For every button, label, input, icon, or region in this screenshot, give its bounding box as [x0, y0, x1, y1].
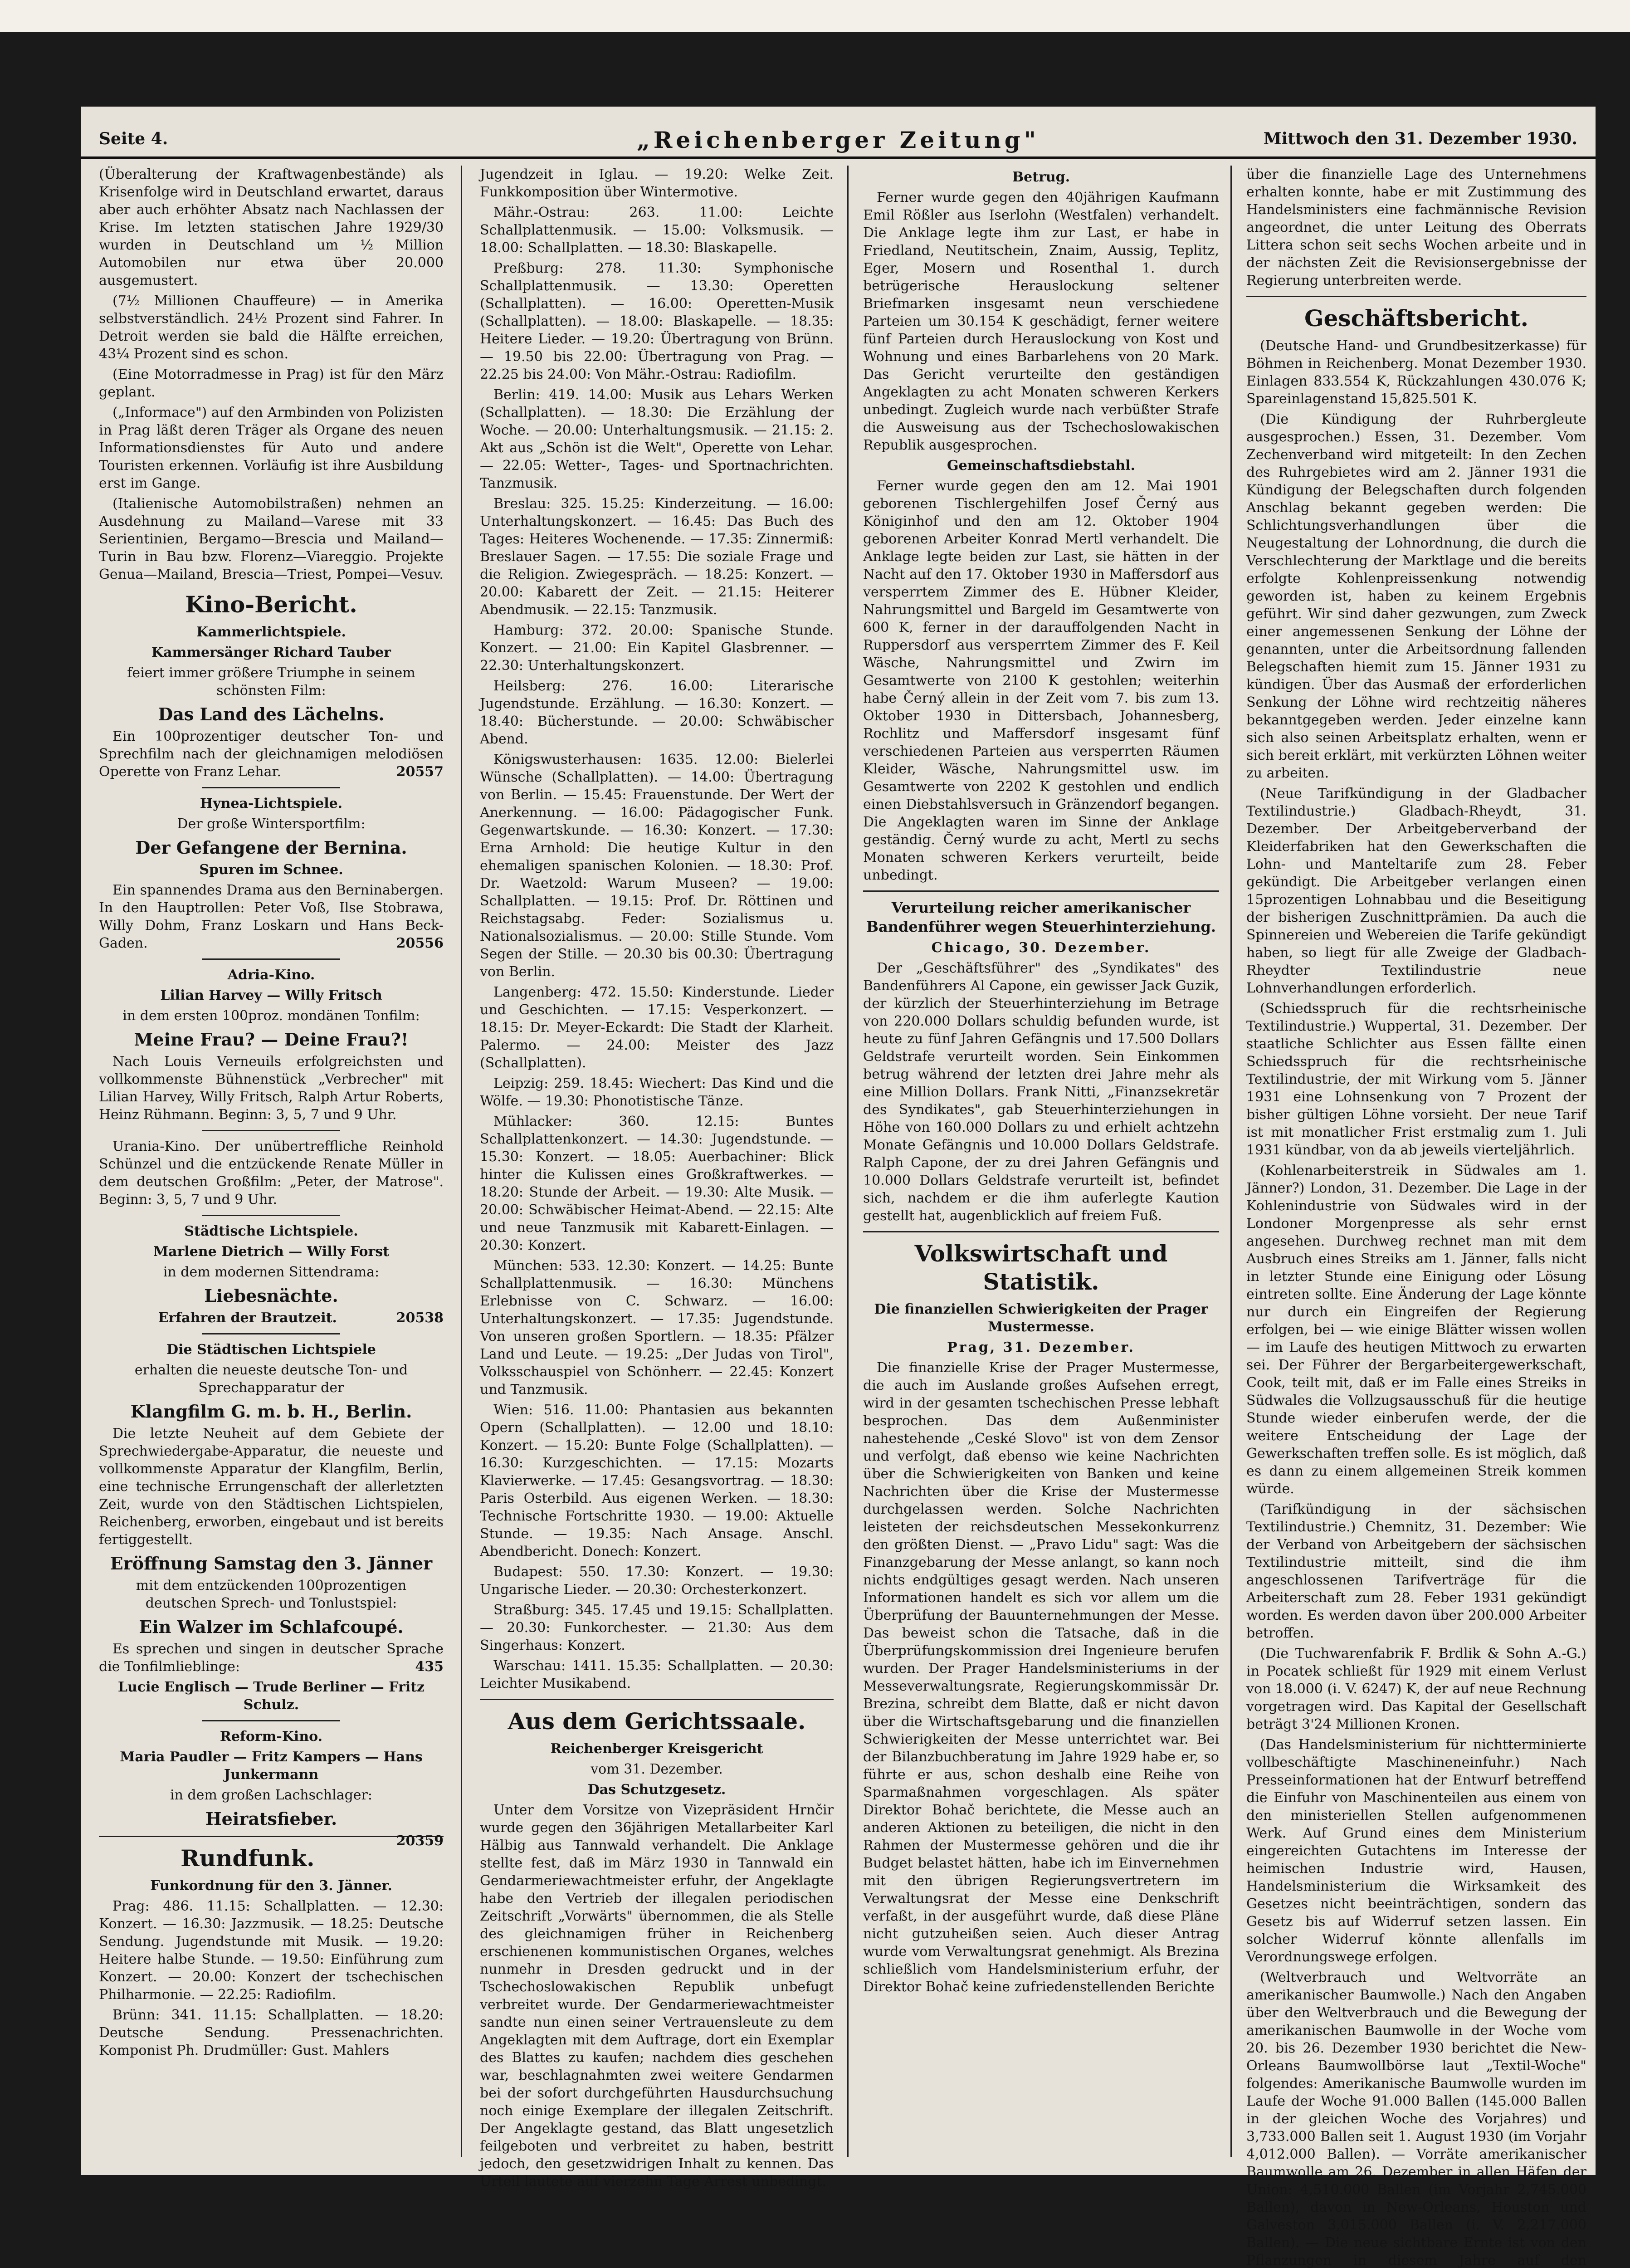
- cinema-line: feiert immer größere Triumphe in seinem schönsten Film:: [127, 665, 415, 699]
- column-rule: [1230, 166, 1232, 2157]
- paragraph: (Italienische Automobilstraßen) nehmen an Ausdehnung zu Mailand—Varese mit 33 Serientinien, Bergamo—Brescia und Mailand—Turin in Bau bzw. Florenz—Viareggio. Projekte Genua—Mailand, Brescia—Triest, Pompei—Vesuv.: [99, 496, 444, 582]
- article-body: Unter dem Vorsitze von Vizepräsident Hrnčir wurde gegen den 36jährigen Metallarbeiter Karl Hälbig aus Tannwald verhandelt. Die Anklage stellte fest, daß im März 1930 in Tannwald ein Gendarmeriewachtmeister erfuhr, der Angeklagte habe den Vertrieb der illegalen periodischen Zeitschrift „Vorwärts" übernommen, die als Stelle des gleichnamigen früher in Reichenberg erschienenen kommunistischen Organes, welches nunmehr in Dresden gedruckt und in der Tschechoslowakischen Republik unbefugt verbreitet wurde. Der Gendarmeriewachtmeister sandte nun einen seiner Vertrauensleute zu dem Angeklagten mit dem Auftrage, dort ein Exemplar des Blattes zu kaufen; nachdem dies geschehen war, beschlagnahmten zwei weitere Gendarmen bei der sofort durchgeführten Hausdurchsuchung noch einige Exemplare der illegalen Zeitschrift. Der Angeklagte gestand, das Blatt ungesetzlich feilgeboten und verbreitet zu haben, bestritt jedoch, den gesetzwidrigen Inhalt zu kennen. Das Urteil lautete auf vierzehn Tage Arrest unbedingt.: [480, 1802, 834, 2190]
- radio-subheading: Funkordnung für den 3. Jänner.: [150, 1878, 392, 1894]
- section-heading-radio: Rundfunk.: [181, 1845, 315, 1872]
- business-item: (Die Tuchwarenfabrik F. Brdlik & Sohn A.-G.) in Pocatek schließt für 1929 mit einem Verlust von 18.000 (i. V. 6247) K, der auf neue Rechnung vorgetragen wird. Das Kapital der Gesellschaft beträgt 3'24 Millionen Kronen.: [1246, 1646, 1586, 1732]
- ad-number: 20557: [396, 764, 444, 780]
- article-body: Ferner wurde gegen den am 12. Mai 1901 geborenen Tischlergehilfen Josef Černý aus Königinhof und den am 12. Oktober 1904 geborenen Arbeiter Konrad Mertl verhandelt. Die Anklage legte beiden zur Last, sie hätten in der Nacht auf den 17. Oktober 1930 in Maffersdorf aus versperrtem Zimmer des E. Hübner Kleider, Nahrungsmittel und Bargeld im Gesamtwerte von 600 K, ferner in der darauffolgenden Nacht in Ruppersdorf aus versperrtem Zimmer des F. Keil Wäsche, Nahrungsmittel und Zwirn im Gesamtwerte von 2100 K gestohlen; weiterhin habe Černý allein in der Zeit vom 7. bis zum 13. Oktober 1930 in Dittersbach, Johannesberg, Rochlitz und Maffersdorf insgesamt fünf verschiedenen Parteien aus versperrten Räumen Kleider, Wäsche, Nahrungsmittel usw. im Gesamtwerte von 2202 K gestohlen und endlich einen Diebstahlsversuch in Gränzendorf begangen. Die Angeklagten waren im Sinne der Anklage geständig. Černý wurde zu acht, Mertl zu sechs Monaten schweren Kerkers verurteilt, beide unbedingt.: [863, 478, 1219, 883]
- cinema-line: Lilian Harvey — Willy Fritsch: [160, 987, 382, 1003]
- cinema-line: mit dem entzückenden 100prozentigen deutschen Sprech- und Tonlustspiel:: [136, 1578, 407, 1611]
- radio-program: Brünn: 341. 11.15: Schallplatten. — 18.20: Deutsche Sendung. Pressenachrichten. Komponist Ph. Drudmüller: Gust. Mahlers: [99, 2007, 444, 2058]
- radio-program: München: 533. 12.30: Konzert. — 14.25: Bunte Schallplattenmusik. — 16.30: Münchens Erlebnisse von C. Schwarz. — 16.00: Unterhaltungskonzert. — 17.35: Jugendstunde. Von unseren großen Sportlern. — 18.35: Pfälzer Land und Leute. — 19.25: „Der Judas von Tirol", Volksschauspiel von Schönherr. — 22.45: Konzert und Tanzmusik.: [480, 1258, 834, 1398]
- radio-program: Mähr.-Ostrau: 263. 11.00: Leichte Schallplattenmusik. — 15.00: Volksmusik. — 18.00: Schallplatten. — 18.30: Blaskapelle.: [480, 205, 834, 256]
- cinema-name: Hynea-Lichtspiele.: [200, 796, 343, 811]
- business-item: (Weltverbrauch und Weltvorräte an amerikanischer Baumwolle.) Nach den Angaben über den Weltverbrauch und die Bewegung der amerikanischen Baumwolle in der Woche vom 20. bis 26. Dezember 1930 berichtet die New-Orleans Baumwollbörse laut „Textil-Woche" folgendes: Amerikanische Baumwolle wurden im Laufe der Woche 91.000 Ballen (145.000 Ballen in der gleichen Woche des Vorjahres) und 3,733.000 Ballen seit 1. August 1930 (im Vorjahr 4,012.000 Ballen). — Vorräte amerikanischer Baumwolle am 26. Dezember in allen Häfen der Union: 4,510.000 Ballen (im Vorjahr 2,745.000 Ballen), davon in New-Orleans, Houston und Galveston 3,015.000 Ballen (i. V. 2,217.000 Ballen). — Die neue sichtbare Ernte ist von den Pflanzungen in diesem Jahre auf den: [1246, 1970, 1586, 2268]
- cinema-text: Urania-Kino. Der unübertreffliche Reinhold Schünzel und die entzückende Renate Müller in dem deutschen Großfilm: „Peter, der Matrose". Beginn: 3, 5, 7 und 9 Uhr.: [99, 1139, 444, 1207]
- cinema-name: Kammerlichtspiele.: [196, 624, 346, 640]
- cinema-name: Reform-Kino.: [220, 1729, 323, 1745]
- cinema-line: in dem ersten 100proz. mondänen Tonfilm:: [122, 1008, 420, 1024]
- radio-program: Mühlacker: 360. 12.15: Buntes Schallplattenkonzert. — 14.30: Jugendstunde. — 15.30: Konzert. — 18.05: Auerbachiner: Blick hinter die Kulissen eines Großkraftwerkes. — 18.20: Stunde der Arbeit. — 19.30: Alte Musik. — 20.00: Schwäbischer Heimat-Abend. — 22.15: Alte und neue Tanzmusik mit Kabarett-Einlagen. — 20.30: Konzert.: [480, 1114, 834, 1253]
- paragraph: (Überalterung der Kraftwagenbestände) als Krisenfolge wird in Deutschland erwartet, daraus aber auch erhöhter Absatz nach Nachlassen der Krise. Im letzten statischen Jahre 1929/30 wurden in Deutschland um ½ Million Automobilen nur etwa über 20.000 ausgemustert.: [99, 166, 444, 288]
- film-title: Meine Frau? — Deine Frau?!: [134, 1029, 409, 1050]
- issue-date: Mittwoch den 31. Dezember 1930.: [1263, 129, 1577, 148]
- cinema-line: [99, 1309, 444, 1327]
- radio-program: Warschau: 1411. 15.35: Schallplatten. — 20.30: Leichter Musikabend.: [480, 1658, 834, 1691]
- article-body: Die finanzielle Krise der Prager Mustermesse, die auch im Auslande großes Aufsehen erregt, wird in der gesamten tschechischen Presse lebhaft besprochen. Das dem Außenminister nahestehende „Ceské Slovo" ist von dem Zensor und verfolgt, daß ebenso wie keine Nachrichten über die Schwierigkeiten von Banken und keine Nachrichten über die Krise der Mustermesse durchgelassen werden. Solche Nachrichten leisteten der reichsdeutschen Messekonkurrenz den größten Dienst. — „Pravo Lidu" sagt: Was die Finanzgebarung der Messe anlangt, so kann noch nichts endgültiges gesagt werden. Nach unseren Informationen handelt es sich vor allem um die Überprüfung der Bauunternehmungen der Messe. Das beweist schon die Tatsache, daß in die Überprüfungskommission drei Ingenieure berufen wurden. Der Prager Handelsministeriums in der Messeverwaltungsrate, Regierungskommissär Dr. Brezina, schreibt dem Blatte, daß er nicht davon über die Wirtschaftsgebarung und die finanziellen Schwierigkeiten der Messe unterrichtet war. Bei der Bilanzbuchberatung im Jahre 1929 habe er, so führte er aus, schon deshalb eine Reihe von Sparmaßnahmen vorgeschlagen. Als später Direktor Bohač berichtete, die Messe auch an anderen Aktionen zu beteiligen, die nicht in den Rahmen der Mustermesse gehören und die ihr Budget belastet hätten, habe ich im Einvernehmen mit den übrigen Regierungsvertretern im Verwaltungsrat der Messe eine Denkschrift verfaßt, in der ausgeführt wurde, daß diese Pläne nicht gutzuheißen seien. Auch dieser Antrag wurde vom Verwaltungsrat genehmigt. Als Brezina schließlich vom Handelsministerium erfuhr, der Direktor Bohač keine zufriedenstellenden Berichte: [863, 1360, 1219, 1995]
- article-heading: Verurteilung reicher amerikanischer Bandenführer wegen Steuerhinterziehung.: [866, 899, 1216, 935]
- divider: [99, 1836, 444, 1837]
- page-header: [81, 125, 1596, 159]
- radio-program: Prag: 486. 11.15: Schallplatten. — 12.30: Konzert. — 16.30: Jazzmusik. — 18.25: Deutsche Sendung. Jugendstunde mit Musik. — 19.20: Heitere halbe Stunde. — 19.50: Einführung zum Konzert. — 20.00: Konzert der tschechischen Philharmonie. — 22.25: Radiofilm.: [99, 1898, 444, 2003]
- column-3: [863, 166, 1219, 2157]
- ad-number: 20556: [396, 935, 444, 951]
- scan-top-margin: [0, 0, 1630, 32]
- cinema-line: Der große Wintersportfilm:: [177, 816, 366, 832]
- opening-notice: Eröffnung Samstag den 3. Jänner: [110, 1553, 433, 1574]
- cinema-text: Nach Louis Verneuils erfolgreichsten und vollkommenste Bühnenstück „Verbrecher" mit Lilian Harvey, Willy Fritsch, Ralph Artur Roberts, Heinz Rühmann. Beginn: 3, 5, 7 und 9 Uhr.: [99, 1054, 444, 1123]
- paragraph: (7½ Millionen Chauffeure) — in Amerika selbstverständlich. 24½ Prozent sind Fahrer. In Detroit werden sie bald die Hälfte erreichen, 43¼ Prozent sind es schon.: [99, 293, 444, 362]
- cinema-name: Städtische Lichtspiele.: [184, 1223, 358, 1239]
- divider: [202, 958, 340, 960]
- article-heading: Die finanziellen Schwierigkeiten der Prager Mustermesse.: [874, 1301, 1208, 1335]
- divider: [480, 1699, 834, 1700]
- cinema-line: Kammersänger Richard Tauber: [151, 645, 391, 660]
- page-number: Seite 4.: [99, 129, 168, 148]
- dateline: Prag, 31. Dezember.: [947, 1339, 1135, 1355]
- newspaper-title: „Reichenberger Zeitung": [637, 127, 1039, 153]
- business-item: (Neue Tarifkündigung in der Gladbacher Textilindustrie.) Gladbach-Rheydt, 31. Dezember. Der Arbeitgeberverband der Kleiderfabriken hat den Gewerkschaften die Lohn- und Manteltarife zum 28. Feber gekündigt. Die Arbeitgeber verlangen einen 15prozentigen Lohnabbau und die Beseitigung der bisherigen Zuschnittprämien. Da auch die Spinnereien und Webereien die Tarife gekündigt haben, so liegt für alle Zweige der Gladbach-Rheydter Textilindustrie neue Lohnverhandlungen erforderlich.: [1246, 786, 1586, 996]
- radio-program: Heilsberg: 276. 16.00: Literarische Jugendstunde. Erzählung. — 16.30: Konzert. — 18.40: Bücherstunde. — 20.00: Schwäbischer Abend.: [480, 678, 834, 747]
- business-item: (Die Kündigung der Ruhrbergleute ausgesprochen.) Essen, 31. Dezember. Vom Zechenverband wird mitgeteilt: In den Zechen des Ruhrgebietes wird am 2. Jänner 1931 die Kündigung der Belegschaften durch folgenden Anschlag bekannt gegeben werden: Die Schlichtungsverhandlungen über die Neugestaltung der Lohnordnung, die durch die Verschlechterung der Marktlage und die bereits erfolgte Kohlenpreissenkung notwendig geworden ist, haben zu keinem Ergebnis geführt. Wir sind daher gezwungen, zum Zweck einer angemessenen Senkung der Löhne der genannten, unter die Arbeitsordnung fallenden Belegschaften hiemit zum 15. Jänner 1931 zu kündigen. Über das Ausmaß der erforderlichen Senkung der Löhne wird rechtzeitig näheres bekanntgegeben werden. Jeder einzelne kann sich also seinen Arbeitsplatz erhalten, wenn er sich bereit erklärt, mit verkürzten Löhnen weiter zu arbeiten.: [1246, 411, 1586, 781]
- cinema-line: Lucie Englisch — Trude Berliner — Fritz Schulz.: [117, 1679, 425, 1713]
- article-body: über die finanzielle Lage des Unternehmens erhalten konnte, habe er mit Zustimmung des Handelsministers eine fachmännische Revision angeordnet, die unter Leitung des Oberrats Littera schon seit sechs Wochen arbeite und in der nächsten Zeit die Revisionsergebnisse der Regierung unterbreiten werde.: [1246, 166, 1586, 288]
- dateline: Chicago, 30. Dezember.: [931, 940, 1151, 956]
- section-heading-economy: Volkswirtschaft und Statistik.: [914, 1240, 1168, 1295]
- ad-number: 20359: [396, 1833, 444, 1849]
- divider: [1246, 296, 1586, 297]
- business-item: (Deutsche Hand- und Grundbesitzerkasse) für Böhmen in Reichenberg. Monat Dezember 1930. Einlagen 833.554 K, Rückzahlungen 430.076 K; Spareinlagenstand 15,825.501 K.: [1246, 338, 1586, 407]
- divider: [202, 787, 340, 788]
- cinema-text-body: Ein 100prozentiger deutscher Ton- und Sprechfilm nach der gleichnamigen melodiösen Operette von Franz Lehar.: [99, 728, 444, 780]
- cinema-name: Adria-Kino.: [227, 967, 315, 983]
- cinema-name: Die Städtischen Lichtspiele: [166, 1342, 376, 1358]
- paragraph: („Informace") auf den Armbinden von Polizisten in Prag läßt deren Träger als Organe des neuen Informationsdienstes für Auto und andere Touristen erkennen. Vorläufig ist ihre Ausbildung erst im Gange.: [99, 405, 444, 491]
- film-title: Der Gefangene der Bernina.: [135, 837, 407, 858]
- business-item: (Das Handelsministerium für nichtterminierte vollbeschäftigte Maschineneinfuhr.) Nach Presseinformationen hat der Entwurf betreffend die Einfuhr von Maschinenteilen aus einem von den ministeriellen Stellen aufgenommenen Werk. Auf Grund eines dem Ministerium eingereichten Gutachtens im Interesse der heimischen Industrie wird, Hausen, Handelsministerium die Wirksamkeit des Gesetzes nicht beeinträchtigen, sondern das Gesetz bis auf Widerruf setzen lassen. Ein solcher Widerruf könnte allenfalls im Verordnungswege erfolgen.: [1246, 1737, 1586, 1965]
- cinema-text: [99, 728, 444, 781]
- cinema-line: Spuren im Schnee.: [199, 862, 343, 878]
- ad-number: 20538: [396, 1310, 444, 1326]
- radio-program: Preßburg: 278. 11.30: Symphonische Schallplattenmusik. — 13.30: Operetten (Schallplatten). — 16.00: Operetten-Musik (Schallplatten). — 18.00: Blaskapelle. — 18.35: Heitere Lieder. — 19.20: Übertragung von Brünn. — 19.50 bis 22.00: Übertragung von Prag. — 22.25 bis 24.00: Von Mähr.-Ostrau: Radiofilm.: [480, 260, 834, 382]
- court-date: vom 31. Dezember.: [591, 1761, 723, 1777]
- article-body: Der „Geschäftsführer" des „Syndikates" des Bandenführers Al Capone, ein gewisser Jack Guzik, der kürzlich der Steuerhinterziehung im Betrage von 220.000 Dollars schuldig befunden wurde, ist heute zu fünf Jahren Gefängnis und 17.500 Dollars Geldstrafe verurteilt worden. Sein Einkommen betrug während der letzten drei Jahre mehr als eine Million Dollars. Frank Nitti, „Finanzsekretär des Syndikates", gab Steuerhinterziehungen in Höhe von 160.000 Dollars zu und erhielt achtzehn Monate Gefängnis und 10.000 Dollars Geldstrafe. Ralph Capone, der zu drei Jahren Gefängnis und 10.000 Dollars Geldstrafe verurteilt ist, befindet sich, nachdem er die ihm auferlegte Kaution gestellt hat, augenblicklich auf freiem Fuß.: [863, 960, 1219, 1224]
- ad-number: 435: [415, 1659, 444, 1675]
- radio-program: Hamburg: 372. 20.00: Spanische Stunde. Konzert. — 21.00: Ein Kapitel Glasbrenner. — 22.30: Unterhaltungskonzert.: [480, 622, 834, 674]
- divider: [863, 1231, 1219, 1232]
- film-title-text: Heiratsfieber.: [205, 1809, 337, 1829]
- divider: [863, 890, 1219, 892]
- section-heading-kino: Kino-Bericht.: [185, 591, 357, 618]
- paragraph: (Eine Motorradmesse in Prag) ist für den März geplant.: [99, 367, 444, 400]
- cinema-text: [99, 881, 444, 952]
- radio-program: Jugendzeit in Iglau. — 19.20: Welke Zeit. Funkkomposition über Wintermotive.: [480, 166, 834, 200]
- cinema-line: erhalten die neueste deutsche Ton- und Sprechapparatur der: [134, 1362, 408, 1396]
- cinema-subtitle: Erfahren der Brautzeit.: [158, 1310, 337, 1326]
- film-title: Ein Walzer im Schlafcoupé.: [139, 1617, 404, 1637]
- article-heading: Das Schutzgesetz.: [587, 1782, 726, 1798]
- film-title: [99, 1809, 444, 1829]
- section-heading-court: Aus dem Gerichtssaale.: [508, 1708, 806, 1735]
- film-title: Das Land des Lächelns.: [158, 704, 385, 724]
- article-heading: Gemeinschaftsdiebstahl.: [947, 458, 1136, 474]
- radio-program: Langenberg: 472. 15.50: Kinderstunde. Lieder und Geschichten. — 17.15: Vesperkonzert. — 18.15: Dr. Meyer-Eckardt: Die Stadt der Klarheit. Palermo. — 24.00: Meister des Jazz (Schallplatten).: [480, 984, 834, 1071]
- column-2: [480, 166, 834, 2190]
- radio-program: Leipzig: 259. 18.45: Wiechert: Das Kind und die Wölfe. — 19.30: Phonotistische Tänze.: [480, 1075, 834, 1109]
- column-1: [99, 166, 444, 2157]
- cinema-line: in dem modernen Sittendrama:: [163, 1264, 380, 1280]
- court-name: Reichenberger Kreisgericht: [550, 1741, 763, 1757]
- radio-program: Budapest: 550. 17.30: Konzert. — 19.30: Ungarische Lieder. — 20.30: Orchesterkonzert.: [480, 1564, 834, 1598]
- divider: [202, 1333, 340, 1334]
- article-heading: Betrug.: [1012, 169, 1070, 185]
- cinema-text-body: Ein spannendes Drama aus den Berninabergen. In den Hauptrollen: Peter Voß, Ilse Stobrawa, Willy Dohm, Franz Loskarn und Hans Beck-Gaden.: [99, 882, 444, 951]
- column-4: [1246, 166, 1586, 2268]
- divider: [202, 1720, 340, 1721]
- business-item: (Tarifkündigung in der sächsischen Textilindustrie.) Chemnitz, 31. Dezember: Wie der Verband von Arbeitgebern der sächsischen Textilindustrie mitteilt, sind die ihm angeschlossenen Tarifverträge für die Arbeiterschaft zum 28. Feber 1931 gekündigt worden. Es werden davon über 200.000 Arbeiter betroffen.: [1246, 1501, 1586, 1641]
- section-heading-business: Geschäftsbericht.: [1304, 305, 1529, 332]
- column-rule: [461, 166, 462, 2157]
- radio-program: Wien: 516. 11.00: Phantasien aus bekannten Opern (Schallplatten). — 12.00 und 18.10: Konzert. — 15.20: Bunte Folge (Schallplatten). — 16.30: Kurzgeschichten. — 17.15: Mozarts Klavierwerke. — 17.45: Gesangsvortrag. — 18.30: Paris Osterbild. Aus eigenen Werken. — 18.30: Technische Fortschritte 1930. — 19.00: Aktuelle Stunde. — 19.35: Nach Ansage. Anschl. Abendbericht. Donech: Konzert.: [480, 1402, 834, 1559]
- cinema-text: [99, 1640, 444, 1676]
- newspaper-page: [81, 107, 1596, 2268]
- cinema-line: Maria Paudler — Fritz Kampers — Hans Junkermann: [120, 1749, 423, 1783]
- business-item: (Kohlenarbeiterstreik in Südwales am 1. Jänner?) London, 31. Dezember. Die Lage in der Kohlenindustrie von Südwales wird in der Londoner Morgenpresse als sehr ernst angesehen. Durchweg rechnet man mit dem Ausbruch eines Streiks am 1. Jänner, falls nicht in letzter Stunde eine Einigung oder Lösung eintreten sollte. Eine Änderung der Lage könnte nur durch ein Eingreifen der Regierung erfolgen, bei — wie einige Blätter wissen wollen — im Laufe des heutigen Mittwoch zu erwarten sei. Der Führer der Bergarbeitergewerkschaft, Cook, teilt mit, daß er im Falle eines Streiks in Südwales die Vollzugsausschuß für die heutige Stunde wieder einberufen werde, der die weitere Entscheidung der Lage der Gewerkschaften treffen solle. Es ist möglich, daß es dann zu einem allgemeinen Streik kommen würde.: [1246, 1163, 1586, 1497]
- company-name: Klangfilm G. m. b. H., Berlin.: [130, 1401, 412, 1422]
- column-rule: [847, 166, 849, 2157]
- article-body: Ferner wurde gegen den 40jährigen Kaufmann Emil Rößler aus Iserlohn (Westfalen) verhandelt. Die Anklage legte ihm zur Last, er habe in Friedland, Neutitschein, Znaim, Aussig, Teplitz, Eger, Mosern und Rosenthal 1. durch betrügerische Herauslockung seltener Briefmarken insgesamt neun verschiedene Parteien um 30.154 K geschädigt, ferner weitere fünf Parteien durch Herauslockung von Kost und Wohnung und eines Barbarlehens von 20 Mark. Das Gericht verurteilte den geständigen Angeklagten zu acht Monaten schweren Kerkers unbedingt. Zugleich wurde nach verbüßter Strafe die Ausweisung aus der Tschechoslowakischen Republik ausgesprochen.: [863, 190, 1219, 453]
- radio-program: Königswusterhausen: 1635. 12.00: Bielerlei Wünsche (Schallplatten). — 14.00: Übertragung von Berlin. — 15.45: Frauenstunde. Der Wert der Anerkennung. — 16.00: Pädagogischer Funk. Gegenwartskunde. — 16.30: Konzert. — 17.30: Erna Arnhold: Die heutige Kultur in den ehemaligen spanischen Kolonien. — 18.30: Prof. Dr. Waetzold: Warum Museen? — 19.00: Schallplatten. — 19.15: Prof. Dr. Röttinen und Reichstagsabg. Feder: Sozialismus u. Nationalsozialismus. — 20.00: Stille Stunde. Vom Segen der Stille. — 20.30 bis 00.30: Übertragung von Berlin.: [480, 752, 834, 980]
- cinema-text: Die letzte Neuheit auf dem Gebiete der Sprechwiedergabe-Apparatur, die neueste und vollkommenste Apparatur der Klangfilm, Berlin, eine technische Errungenschaft der allerletzten Zeit, wurde von den Städtischen Lichtspielen, Reichenberg, erworben, eingebaut und ist bereits fertiggestellt.: [99, 1426, 444, 1548]
- film-title: Liebesnächte.: [204, 1286, 338, 1306]
- divider: [202, 1215, 340, 1216]
- divider: [202, 1130, 340, 1131]
- radio-program: Berlin: 419. 14.00: Musik aus Lehars Werken (Schallplatten). — 18.30: Die Erzählung der Woche. — 20.00: Unterhaltungsmusik. — 21.15: 2. Akt aus „Schön ist die Welt", Operette von Lehar. — 22.05: Wetter-, Tages- und Sportnachrichten. Tanzmusik.: [480, 387, 834, 491]
- cinema-line: in dem großen Lachschlager:: [170, 1787, 372, 1803]
- radio-program: Straßburg: 345. 17.45 und 19.15: Schallplatten. — 20.30: Funkorchester. — 21.30: Aus dem Singerhaus: Konzert.: [480, 1602, 834, 1653]
- business-item: (Schiedsspruch für die rechtsrheinische Textilindustrie.) Wuppertal, 31. Dezember. Der staatliche Schlichter aus Essen fällte einen Schiedsspruch für die rechtsrheinische Textilindustrie, der mit Wirkung vom 5. Jänner 1931 eine Lohnsenkung von 7 Prozent der bisher gültigen Löhne vorsieht. Der neue Tarif ist mit monatlicher Frist erstmalig zum 1. Juli 1931 kündbar, von da ab jeweils vierteljährlich.: [1246, 1001, 1586, 1158]
- radio-program: Breslau: 325. 15.25: Kinderzeitung. — 16.00: Unterhaltungskonzert. — 16.45: Das Buch des Tages: Heiteres Wochenende. — 17.35: Zinnermiß: Breslauer Sagen. — 17.55: Die soziale Frage und die Religion. Zwiegespräch. — 18.25: Konzert. — 20.00: Kabarett der Zeit. — 21.15: Heiterer Abendmusik. — 22.15: Tanzmusik.: [480, 496, 834, 618]
- cinema-text-body: Es sprechen und singen in deutscher Sprache die Tonfilmlieblinge:: [99, 1641, 444, 1675]
- cinema-line: Marlene Dietrich — Willy Forst: [153, 1244, 390, 1260]
